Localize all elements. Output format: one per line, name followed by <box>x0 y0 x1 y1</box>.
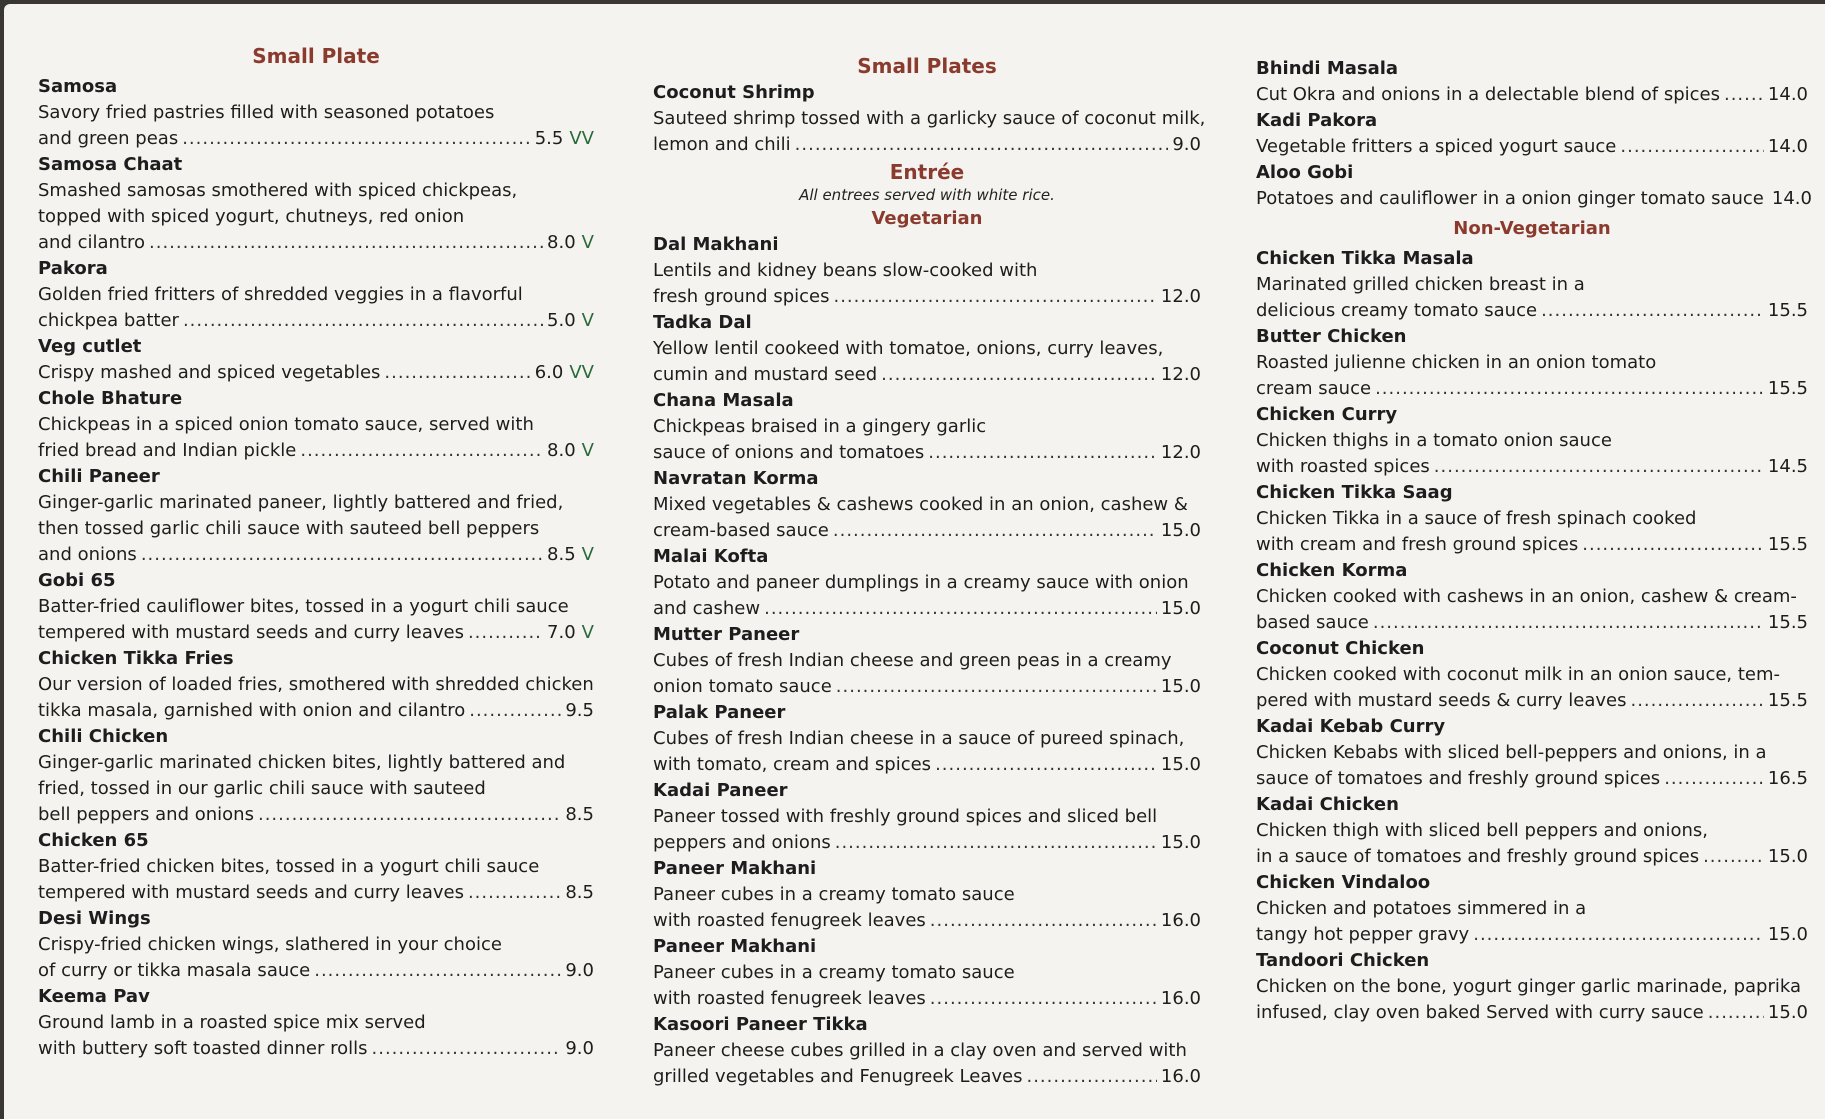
menu-item <box>653 700 1201 778</box>
menu-item <box>38 646 594 724</box>
menu-item-price-line <box>653 674 1201 700</box>
menu-item-name: Paneer Makhani <box>653 936 817 957</box>
dot-leader <box>468 880 561 906</box>
menu-item-description: with cream and fresh ground spices <box>1256 534 1579 555</box>
menu-item-description: with roasted spices <box>1256 456 1430 477</box>
dot-leader <box>930 908 1157 934</box>
menu-item-description: with tomato, cream and spices <box>653 754 932 775</box>
menu-item-description: in a sauce of tomatoes and freshly ground spices <box>1256 846 1700 867</box>
menu-item <box>1256 558 1808 636</box>
dot-leader <box>930 986 1157 1012</box>
menu-item <box>1256 108 1808 160</box>
menu-item <box>653 856 1201 934</box>
dietary-tag: V <box>581 310 594 331</box>
menu-item-name: Chole Bhature <box>38 388 183 409</box>
menu-item-description: bell peppers and onions <box>38 804 254 825</box>
menu-item-name: Chicken Curry <box>1256 404 1398 425</box>
menu-item-price-line <box>1256 1000 1808 1026</box>
menu-item <box>653 466 1201 544</box>
dot-leader <box>182 126 531 152</box>
menu-item-description: Smashed samosas smothered with spiced chickpeas, <box>38 180 518 201</box>
dot-leader <box>1473 922 1764 948</box>
menu-item-description: then tossed garlic chili sauce with sauteed bell peppers <box>38 518 540 539</box>
menu-item-price: 9.0 <box>565 960 594 981</box>
menu-item-name: Samosa Chaat <box>38 154 183 175</box>
section-heading-small-plates: Small Plates <box>857 54 997 78</box>
menu-item-description: Chicken and potatoes simmered in a <box>1256 898 1587 919</box>
menu-item-description: of curry or tikka masala sauce <box>38 960 311 981</box>
menu-item-description: topped with spiced yogurt, chutneys, red onion <box>38 206 465 227</box>
menu-item-description: and cashew <box>653 598 761 619</box>
menu-item <box>38 386 594 464</box>
menu-item-name: Dal Makhani <box>653 234 779 255</box>
menu-item-description: Chicken on the bone, yogurt ginger garlic marinade, paprika <box>1256 976 1802 997</box>
menu-item-price-line <box>1256 688 1808 714</box>
dot-leader <box>183 308 543 334</box>
dot-leader <box>1620 134 1764 160</box>
menu-item-description: Ginger-garlic marinated paneer, lightly battered and fried, <box>38 492 564 513</box>
menu-item-price: 12.0 <box>1160 364 1201 385</box>
dot-leader <box>141 542 543 568</box>
menu-item-description: sauce of onions and tomatoes <box>653 442 925 463</box>
menu-item-name: Chicken 65 <box>38 830 149 851</box>
menu-item-description: Cubes of fresh Indian cheese in a sauce of pureed spinach, <box>653 728 1185 749</box>
menu-item-price: 16.0 <box>1160 1066 1201 1087</box>
menu-item-name: Gobi 65 <box>38 570 116 591</box>
dot-leader <box>928 440 1157 466</box>
menu-item-description: fresh ground spices <box>653 286 830 307</box>
dot-leader <box>881 362 1157 388</box>
menu-item <box>38 984 594 1062</box>
menu-item-description: sauce of tomatoes and freshly ground spices <box>1256 768 1661 789</box>
menu-item <box>653 544 1201 622</box>
menu-item-description: Sauteed shrimp tossed with a garlicky sauce of coconut milk, <box>653 108 1206 129</box>
menu-item-price-line <box>653 596 1201 622</box>
menu-item-price-line <box>1256 922 1808 948</box>
menu-item-name: Kadi Pakora <box>1256 110 1378 131</box>
dot-leader <box>833 284 1156 310</box>
menu-item <box>653 310 1201 388</box>
menu-item-price: 15.0 <box>1767 846 1808 867</box>
menu-item-price: 6.0 <box>534 362 564 383</box>
menu-item-name: Navratan Korma <box>653 468 819 489</box>
dot-leader <box>1724 82 1764 108</box>
menu-item-description: and cilantro <box>38 232 145 253</box>
menu-item-description: Batter-fried cauliflower bites, tossed in a yogurt chili sauce <box>38 596 569 617</box>
menu-item-price: 15.5 <box>1767 612 1808 633</box>
menu-item-name: Chili Paneer <box>38 466 160 487</box>
dot-leader <box>314 958 561 984</box>
menu-item-price-line <box>38 126 594 152</box>
menu-item-name: Desi Wings <box>38 908 151 929</box>
menu-item-price-line <box>38 958 594 984</box>
menu-item-name: Mutter Paneer <box>653 624 800 645</box>
dot-leader <box>1434 454 1764 480</box>
menu-item <box>1256 246 1808 324</box>
menu-item-description: Ginger-garlic marinated chicken bites, lightly battered and <box>38 752 566 773</box>
menu-item <box>1256 636 1808 714</box>
menu-item-description: tempered with mustard seeds and curry leaves <box>38 622 464 643</box>
menu-item-price: 15.0 <box>1160 832 1201 853</box>
menu-item-description: Chicken Kebabs with sliced bell-peppers and onions, in a <box>1256 742 1767 763</box>
menu-item-price: 9.0 <box>1172 134 1201 155</box>
menu-item-name: Samosa <box>38 76 118 97</box>
menu-item-description: Chicken thigh with sliced bell peppers and onions, <box>1256 820 1708 841</box>
subheading-vegetarian: Vegetarian <box>871 208 983 229</box>
menu-item-description: Marinated grilled chicken breast in a <box>1256 274 1585 295</box>
menu-item-price: 16.0 <box>1160 910 1201 931</box>
menu-item-name: Aloo Gobi <box>1256 162 1354 183</box>
menu-item-price: 5.0 <box>547 310 576 331</box>
menu-item-description: Paneer tossed with freshly ground spices and sliced bell <box>653 806 1158 827</box>
menu-item <box>38 464 594 568</box>
menu-item <box>38 256 594 334</box>
menu-item-description: Chicken thighs in a tomato onion sauce <box>1256 430 1612 451</box>
dot-leader <box>1541 298 1764 324</box>
menu-item-name: Pakora <box>38 258 108 279</box>
dot-leader <box>935 752 1157 778</box>
menu-item-description: lemon and chili <box>653 134 791 155</box>
menu-item-description: Chickpeas braised in a gingery garlic <box>653 416 987 437</box>
menu-item-price-line <box>1256 454 1808 480</box>
menu-item-price-line <box>38 230 594 256</box>
menu-item-description: Potatoes and cauliflower in a onion ginger tomato sauce <box>1256 188 1764 209</box>
menu-item <box>653 622 1201 700</box>
menu-item-price: 15.5 <box>1767 378 1808 399</box>
menu-item-price-line <box>38 438 594 464</box>
menu-item-price: 15.0 <box>1160 598 1201 619</box>
menu-item-price: 8.5 <box>565 882 594 903</box>
menu-item-name: Chili Chicken <box>38 726 169 747</box>
menu-item <box>38 568 594 646</box>
menu-item-description: Lentils and kidney beans slow-cooked with <box>653 260 1038 281</box>
menu-item-name: Tandoori Chicken <box>1256 950 1430 971</box>
menu-item-price-line <box>38 360 594 386</box>
dot-leader <box>384 360 530 386</box>
menu-item <box>38 906 594 984</box>
menu-item-name: Kadai Paneer <box>653 780 788 801</box>
dot-leader <box>1026 1064 1156 1090</box>
menu-item-price: 8.5 <box>565 804 594 825</box>
menu-item-price: 8.5 <box>547 544 576 565</box>
menu-item-price-line <box>653 830 1201 856</box>
menu-item-name: Chicken Korma <box>1256 560 1408 581</box>
menu-item-name: Chana Masala <box>653 390 794 411</box>
dot-leader <box>469 698 561 724</box>
menu-item-description: tangy hot pepper gravy <box>1256 924 1470 945</box>
menu-item <box>653 388 1201 466</box>
menu-item-description: tempered with mustard seeds and curry leaves <box>38 882 464 903</box>
menu-item-description: Cubes of fresh Indian cheese and green peas in a creamy <box>653 650 1172 671</box>
menu-item-name: Paneer Makhani <box>653 858 817 879</box>
menu-item <box>1256 792 1808 870</box>
menu-item-price-line <box>1256 532 1808 558</box>
menu-item-description: Crispy mashed and spiced vegetables <box>38 362 381 383</box>
menu-item-price-line <box>38 802 594 828</box>
menu-item-price-line <box>1256 844 1808 870</box>
menu-item <box>1256 714 1808 792</box>
menu-item <box>1256 948 1808 1026</box>
menu-item-price-line <box>653 284 1201 310</box>
menu-item-price-line <box>38 1036 594 1062</box>
menu-item-price-line <box>1256 376 1808 402</box>
menu-item-description: with roasted fenugreek leaves <box>653 910 926 931</box>
dot-leader <box>795 132 1169 158</box>
menu-item-description: cream sauce <box>1256 378 1372 399</box>
menu-item-price-line <box>653 986 1201 1012</box>
menu-item-price: 15.0 <box>1767 924 1808 945</box>
menu-item-description: chickpea batter <box>38 310 179 331</box>
menu-item-description: Savory fried pastries filled with seasoned potatoes <box>38 102 495 123</box>
menu-page <box>4 4 1825 1119</box>
menu-item-price: 14.0 <box>1767 84 1808 105</box>
menu-item <box>1256 324 1808 402</box>
menu-item-name: Chicken Vindaloo <box>1256 872 1431 893</box>
dot-leader <box>1664 766 1764 792</box>
menu-item-description: Chicken cooked with coconut milk in an onion sauce, tem- <box>1256 664 1781 685</box>
menu-item-price-line <box>1256 82 1808 108</box>
menu-item-description: Roasted julienne chicken in an onion tomato <box>1256 352 1657 373</box>
menu-item-description: Golden fried fritters of shredded veggies in a flavorful <box>38 284 523 305</box>
menu-item-description: based sauce <box>1256 612 1369 633</box>
dietary-tag: V <box>581 544 594 565</box>
dot-leader <box>468 620 543 646</box>
dot-leader <box>372 1036 562 1062</box>
menu-item <box>653 934 1201 1012</box>
menu-item-price-line <box>1256 610 1808 636</box>
menu-item-description: Our version of loaded fries, smothered with shredded chicken <box>38 674 594 695</box>
menu-item-price: 15.0 <box>1767 1002 1808 1023</box>
menu-item-name: Veg cutlet <box>38 336 142 357</box>
dot-leader <box>300 438 543 464</box>
menu-item-price-line <box>1256 766 1808 792</box>
menu-item-name: Malai Kofta <box>653 546 769 567</box>
menu-item-name: Keema Pav <box>38 986 150 1007</box>
menu-item-price-line <box>1256 134 1808 160</box>
menu-item-description: with roasted fenugreek leaves <box>653 988 926 1009</box>
menu-item-price-line <box>653 908 1201 934</box>
menu-item-price: 8.0 <box>547 440 576 461</box>
menu-item-name: Coconut Chicken <box>1256 638 1425 659</box>
menu-item-description: and green peas <box>38 128 179 149</box>
menu-item <box>1256 480 1808 558</box>
menu-item-description: Vegetable fritters a spiced yogurt sauce <box>1256 136 1617 157</box>
menu-item-price-line <box>38 542 594 568</box>
menu-item-price-line <box>653 362 1201 388</box>
menu-item-name: Coconut Shrimp <box>653 82 815 103</box>
menu-item-description: Chickpeas in a spiced onion tomato sauce, served with <box>38 414 534 435</box>
section-heading-small-plate: Small Plate <box>252 44 380 68</box>
menu-item-price-line <box>1256 298 1808 324</box>
menu-item <box>1256 56 1808 108</box>
menu-item-description: Yellow lentil cookeed with tomatoe, onions, curry leaves, <box>653 338 1164 359</box>
menu-item <box>653 778 1201 856</box>
menu-item-price: 15.5 <box>1767 690 1808 711</box>
menu-item-name: Palak Paneer <box>653 702 786 723</box>
menu-item-description: Batter-fried chicken bites, tossed in a yogurt chili sauce <box>38 856 540 877</box>
menu-item <box>38 74 594 152</box>
subheading-non-vegetarian: Non-Vegetarian <box>1453 218 1611 239</box>
menu-item <box>1256 870 1808 948</box>
menu-item-description: cream-based sauce <box>653 520 829 541</box>
menu-item-price: 7.0 <box>547 622 576 643</box>
menu-item-description: cumin and mustard seed <box>653 364 878 385</box>
menu-item-description: onion tomato sauce <box>653 676 832 697</box>
menu-item-price: 12.0 <box>1160 286 1201 307</box>
menu-item-name: Bhindi Masala <box>1256 58 1399 79</box>
dot-leader <box>836 674 1157 700</box>
menu-item-name: Butter Chicken <box>1256 326 1407 347</box>
dot-leader <box>1703 844 1764 870</box>
entree-note: All entrees served with white rice. <box>799 186 1055 204</box>
dot-leader <box>1375 376 1764 402</box>
menu-item-description: tikka masala, garnished with onion and cilantro <box>38 700 466 721</box>
menu-item-price: 15.5 <box>1767 300 1808 321</box>
menu-item-price: 14.5 <box>1767 456 1808 477</box>
menu-item <box>38 334 594 386</box>
menu-item-description: infused, clay oven baked Served with curry sauce <box>1256 1002 1704 1023</box>
dietary-tag: VV <box>569 128 594 149</box>
menu-item-price: 8.0 <box>547 232 576 253</box>
menu-item <box>1256 160 1812 212</box>
menu-item-description: grilled vegetables and Fenugreek Leaves <box>653 1066 1023 1087</box>
menu-item-name: Kadai Chicken <box>1256 794 1399 815</box>
menu-item-name: Chicken Tikka Masala <box>1256 248 1474 269</box>
dot-leader <box>764 596 1157 622</box>
menu-item-price-line <box>653 132 1201 158</box>
dot-leader <box>833 518 1157 544</box>
menu-item <box>38 724 594 828</box>
menu-item-price-line <box>38 620 594 646</box>
menu-item-price: 9.5 <box>565 700 594 721</box>
menu-item-description: fried bread and Indian pickle <box>38 440 297 461</box>
menu-item <box>38 152 594 256</box>
menu-item-description: Chicken cooked with cashews in an onion, cashew & cream- <box>1256 586 1797 607</box>
menu-item-description: Paneer cheese cubes grilled in a clay oven and served with <box>653 1040 1187 1061</box>
menu-item-price: 12.0 <box>1160 442 1201 463</box>
menu-item-name: Tadka Dal <box>653 312 752 333</box>
menu-item-description: peppers and onions <box>653 832 831 853</box>
dietary-tag: V <box>581 232 594 253</box>
menu-item-name: Kadai Kebab Curry <box>1256 716 1446 737</box>
menu-item <box>653 232 1201 310</box>
menu-item-price-line <box>653 752 1201 778</box>
dietary-tag: V <box>581 622 594 643</box>
menu-item-price: 15.0 <box>1160 520 1201 541</box>
menu-item-description: Cut Okra and onions in a delectable blend of spices <box>1256 84 1720 105</box>
menu-item-price: 16.5 <box>1767 768 1808 789</box>
menu-item-description: delicious creamy tomato sauce <box>1256 300 1538 321</box>
dot-leader <box>1373 610 1764 636</box>
dot-leader <box>258 802 561 828</box>
menu-item-price: 15.0 <box>1160 754 1201 775</box>
dot-leader <box>1708 1000 1764 1026</box>
menu-item-description: Paneer cubes in a creamy tomato sauce <box>653 962 1015 983</box>
menu-item-price-line <box>1256 186 1812 212</box>
menu-item-description: Paneer cubes in a creamy tomato sauce <box>653 884 1015 905</box>
section-heading-entree: Entrée <box>889 160 965 184</box>
menu-item-price-line <box>38 698 594 724</box>
menu-item <box>653 80 1206 158</box>
menu-item-price: 5.5 <box>534 128 564 149</box>
dietary-tag: V <box>581 440 594 461</box>
menu-item-price-line <box>653 1064 1201 1090</box>
menu-item-price: 9.0 <box>565 1038 594 1059</box>
menu-item-name: Kasoori Paneer Tikka <box>653 1014 868 1035</box>
menu-item-price-line <box>38 880 594 906</box>
menu-item-price-line <box>653 440 1201 466</box>
menu-item <box>653 1012 1201 1090</box>
menu-item-description: fried, tossed in our garlic chili sauce with sauteed <box>38 778 486 799</box>
menu-item-description: Ground lamb in a roasted spice mix served <box>38 1012 426 1033</box>
menu-item-description: Chicken Tikka in a sauce of fresh spinach cooked <box>1256 508 1697 529</box>
menu-item-name: Chicken Tikka Saag <box>1256 482 1453 503</box>
menu-item-price: 15.5 <box>1767 534 1808 555</box>
menu-item-description: and onions <box>38 544 137 565</box>
menu-item-price: 14.0 <box>1771 188 1812 209</box>
menu-item <box>38 828 594 906</box>
dot-leader <box>149 230 543 256</box>
menu-item-description: pered with mustard seeds & curry leaves <box>1256 690 1627 711</box>
menu-item <box>1256 402 1808 480</box>
menu-item-price: 16.0 <box>1160 988 1201 1009</box>
menu-item-description: Potato and paneer dumplings in a creamy sauce with onion <box>653 572 1189 593</box>
dot-leader <box>1582 532 1764 558</box>
dot-leader <box>1630 688 1763 714</box>
menu-item-price: 14.0 <box>1767 136 1808 157</box>
menu-item-description: Crispy-fried chicken wings, slathered in your choice <box>38 934 502 955</box>
menu-item-description: Mixed vegetables & cashews cooked in an onion, cashew & <box>653 494 1188 515</box>
menu-item-name: Chicken Tikka Fries <box>38 648 234 669</box>
dietary-tag: VV <box>569 362 594 383</box>
menu-item-description: with buttery soft toasted dinner rolls <box>38 1038 368 1059</box>
menu-item-price-line <box>653 518 1201 544</box>
menu-item-price: 15.0 <box>1160 676 1201 697</box>
dot-leader <box>835 830 1157 856</box>
menu-item-price-line <box>38 308 594 334</box>
